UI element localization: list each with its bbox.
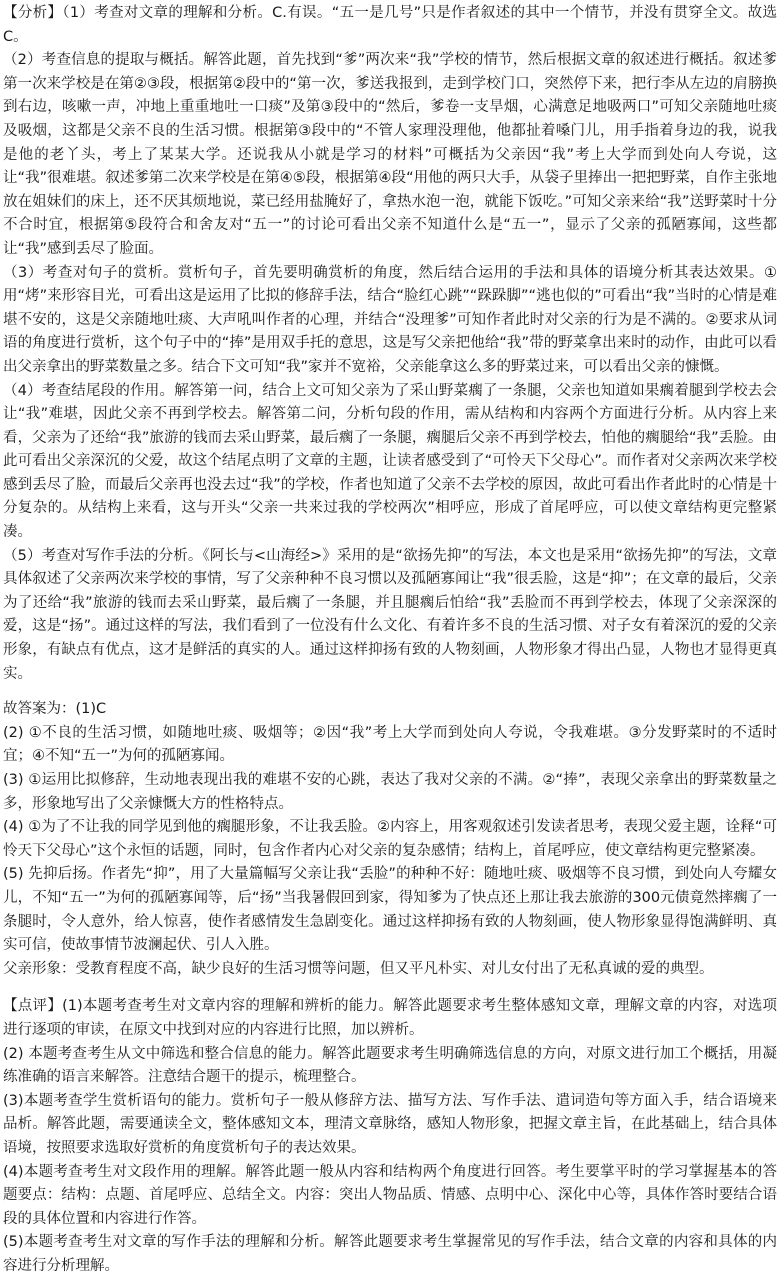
analysis-paragraph-5: （5）考查对写作手法的分析。《阿长与<山海经>》采用的是“欲扬先抑”的写法，本文也是采用“欲扬先抑”的写法，文章具体叙述了父亲两次来学校的事情，写了父亲种种不良习惯以及孤陋寡闻让“我”很丢脸，这是“抑”；在文章的最后，父亲为了还给“我”旅游的钱而去采山野菜，最后瘸了一条腿，并且腿瘸后怕给“我”丢脸而不再到学校去，体现了父亲深深的爱，这是“扬”。通过这样的写法，我们看到了一位没有什么文化、有着许多不良的生活习惯、对子女有着深沉的爱的父亲形象，有缺点有优点，这才是鲜活的真实的人。通过这样抑扬有致的人物刻画，人物形象才得出凸显，人物也才显得更真实。 — [3, 547, 777, 682]
analysis-paragraph-4: （4）考查结尾段的作用。解答第一问，结合上文可知父亲为了采山野菜瘸了一条腿，父亲也知道如果瘸着腿到学校去会让“我”难堪，因此父亲不再到学校去。解答第二问，分析句段的作用，需从结构和内容两个方面进行分析。从内容上来看，父亲为了还给“我”旅游的钱而去采山野菜，最后瘸了一条腿，瘸腿后父亲不再到学校去，怕他的瘸腿给“我”丢脸。由此可看出父亲深沉的父爱，故这个结尾点明了文章的主题，让读者感受到了“可怜天下父母心”。而作者对父亲两次来学校感到丢尽了脸，而最后父亲再也没去过“我”的学校，作者也知道了父亲不去学校的原因，故此可看出作者此时的心情是十分复杂的。从结构上来看，这与开头“父亲一共来过我的学校两次”相呼应，形成了首尾呼应，可以使文章结构更完整紧凑。 — [3, 382, 777, 541]
comment-section — [3, 995, 777, 1278]
answer-item-3: (3) ①运用比拟修辞，生动地表现出我的难堪不安的心跳，表达了我对父亲的不满。②“捧”，表现父亲拿出的野菜数量之多，形象地写出了父亲慷慨大方的性格特点。 — [3, 772, 777, 812]
analysis-section — [3, 0, 777, 686]
answer-item-2: (2) ①不良的生活习惯，如随地吐痰、吸烟等；②因“我”考上大学而到处向人夸说，令我难堪。③分发野菜时的不适时宜；④不知“五一”为何的孤陋寡闻。 — [3, 724, 777, 765]
comment-item-5: (5)本题考查考生对文章的写作手法的理解和分析。解答此题要求考生掌握常见的写作手法，结合文章的内容和具体的内容进行分析理解。 — [3, 1234, 777, 1274]
answer-father-image: 父亲形象：受教育程度不高，缺少良好的生活习惯等问题，但又平凡朴实、对儿女付出了无私真诚的爱的典型。 — [3, 960, 714, 977]
comment-item-4: (4)本题考查考生对文段作用的理解。解答此题一般从内容和结构两个角度进行回答。考生要掌平时的学习掌握基本的答题要点：结构：点题、首尾呼应、总结全文。内容：突出人物品质、情感、点明中心、深化中心等，具体作答时要结合语段的具体位置和内容进行作答。 — [3, 1163, 777, 1227]
answer-item-5: (5) 先抑后扬。作者先“抑”，用了大量篇幅写父亲让我“丢脸”的种种不好：随地吐痰、吸烟等不良习惯，到处向人夸耀女儿，不知“五一”为何的孤陋寡闻等，后“扬”当我暑假回到家，得知爹为了快点还上那让我去旅游的300元债竟然摔瘸了一条腿时，令人意外，给人惊喜，使作者感情发生急剧变化。通过这样抑扬有致的人物刻画，使人物形象显得饱满鲜明、真实可信，使故事情节波澜起伏、引人入胜。 — [3, 866, 777, 954]
analysis-paragraph-1: 【分析】（1）考查对文章的理解和分析。C.有误。“五一是几号”只是作者叙述的其中一个情节，并没有贯穿全文。故选C。 — [3, 5, 777, 45]
answer-section — [3, 698, 777, 981]
analysis-paragraph-2: （2）考查信息的提取与概括。解答此题，首先找到“爹”两次来“我”学校的情节，然后根据文章的叙述进行概括。叙述爹第一次来学校是在第②③段，根据第②段中的“第一次，爹送我报到，走到学校门口，突然停下来，把行李从左边的肩膀换到右边，咳嗽一声，冲地上重重地吐一口痰”及第③段中的“然后，爹卷一支旱烟，心满意足地吸两口”可知父亲随地吐痰及吸烟，这都是父亲不良的生活习惯。根据第③段中的“不管人家理没理他，他都扯着嗓门儿，用手指着身边的我，说我是他的老丫头，考上了某某大学。还说我从小就是学习的材料”可概括为父亲因“我”考上大学而到处向人夸说，这让“我”很难堪。叙述爹第二次来学校是在第④⑤段，根据第④段“用他的两只大手，从袋子里捧出一把把野菜，自作主张地放在姐妹们的床上，还不厌其烦地说，菜已经用盐腌好了，拿热水泡一泡，就能下饭吃。”可知父亲来给“我”送野菜时十分不合时宜，根据第⑤段符合和舍友对“五一”的讨论可看出父亲不知道什么是“五一”，显示了父亲的孤陋寡闻，这些都让“我”感到丢尽了脸面。 — [3, 52, 777, 257]
answer-item-4: (4) ①为了不让我的同学见到他的瘸腿形象，不让我丢脸。②内容上，用客观叙述引发读者思考，表现父爱主题，诠释“可怜天下父母心”这个永恒的话题，同时，包含作者内心对父亲的复杂感情；结构上，首尾呼应，使文章结构更完整紧凑。 — [3, 819, 777, 859]
comment-item-2: (2) 本题考查考生从文中筛选和整合信息的能力。解答此题要求考生明确筛选信息的方向，对原文进行加工个概括，用凝练准确的语言来解答。注意结合题干的提示，梳理整合。 — [3, 1045, 777, 1086]
comment-item-1: 【点评】(1)本题考查考生对文章内容的理解和辨析的能力。解答此题要求考生整体感知文章，理解文章的内容，对选项进行逐项的审读，在原文中找到对应的内容进行比照，加以辨析。 — [3, 998, 777, 1038]
analysis-paragraph-3: （3）考查对句子的赏析。赏析句子，首先要明确赏析的角度，然后结合运用的手法和具体的语境分析其表达效果。①用“烤”来形容目光，可看出这是运用了比拟的修辞手法，结合“脸红心跳”“跺跺脚”“逃也似的”可看出“我”当时的心情是难堪不安的，这是父亲随地吐痰、大声吼叫作者的心理，并结合“没理爹”可知作者此时对父亲的行为是不满的。②要求从词语的角度进行赏析，这个句子中的“捧”是用双手托的意思，这是写父亲把他给“我”带的野菜拿出来时的动作，由此可以看出父亲拿出的野菜数量之多。结合下文可知“我”家并不宽裕，父亲能拿这么多的野菜过来，可以看出父亲的慷慨。 — [3, 264, 777, 375]
comment-item-3: (3)本题考查学生赏析语句的能力。赏析句子一般从修辞方法、描写方法、写作手法、遣词造句等方面入手，结合语境来品析。解答此题，需要通读全文，整体感知文本，理清文章脉络，感知人物形象，把握文章主旨，在此基础上，结合具体语境，按照要求选取好赏析的角度赏析句子的表达效果。 — [3, 1092, 777, 1156]
answer-heading: 故答案为：(1)C — [3, 701, 107, 718]
